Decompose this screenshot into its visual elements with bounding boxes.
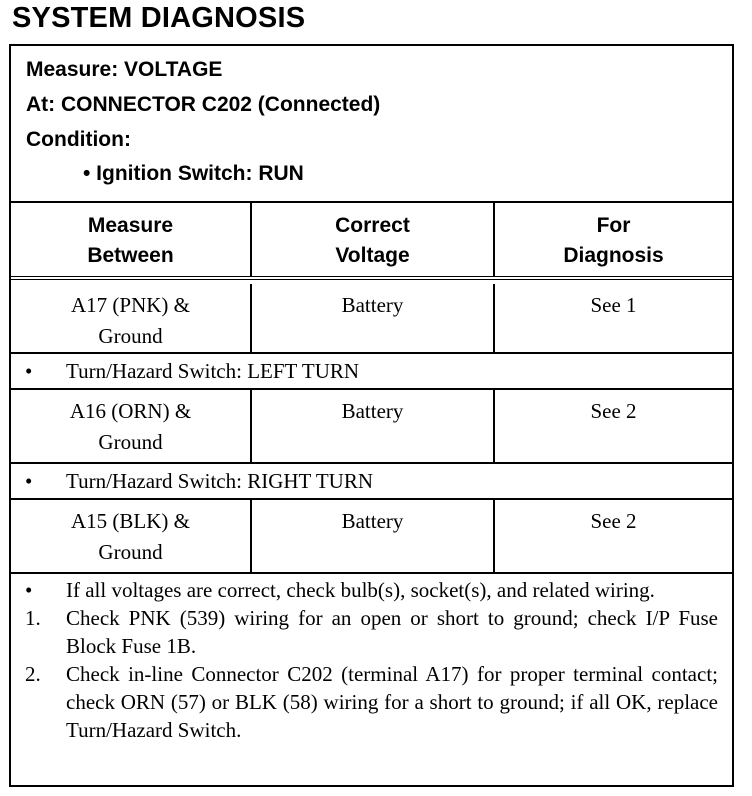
diagnosis-cell: See 2 (590, 399, 637, 423)
conditions-section (11, 46, 732, 203)
table-row (11, 284, 732, 354)
voltage-cell: Battery (252, 390, 495, 462)
diagnosis-cell: See 2 (590, 509, 637, 533)
note-text: Check in-line Connector C202 (terminal A17) for proper terminal contact; check ORN (57) or BLK (58) wiring for a short to ground; if all OK, replace Turn/Hazard Switch. (66, 662, 718, 742)
note-item (11, 604, 732, 660)
measure-between-cell: A16 (ORN) & Ground (11, 390, 252, 462)
table-row (11, 500, 732, 574)
table-header (11, 203, 732, 280)
note-marker: • (25, 578, 33, 602)
measure-between-cell: A15 (BLK) & Ground (11, 500, 252, 572)
note-item (11, 576, 732, 604)
measure-between-cell: A17 (PNK) & Ground (11, 284, 252, 352)
condition-label: Condition: (26, 128, 131, 151)
notes-section (11, 576, 732, 744)
diagnosis-box (9, 44, 734, 787)
note-marker: 2. (25, 662, 41, 686)
table-row (11, 390, 732, 464)
bullet-marker: • (25, 359, 33, 383)
step-text: Turn/Hazard Switch: LEFT TURN (66, 359, 360, 383)
header-for-diagnosis: For Diagnosis (563, 213, 664, 267)
note-text: Check PNK (539) wiring for an open or short to ground; check I/P Fuse Block Fuse 1B. (66, 606, 718, 658)
voltage-cell: Battery (252, 284, 495, 352)
note-marker: 1. (25, 606, 41, 630)
page-title: SYSTEM DIAGNOSIS (12, 2, 306, 34)
at-line: At: CONNECTOR C202 (Connected) (26, 93, 381, 116)
voltage-cell: Battery (252, 500, 495, 572)
condition-item: • Ignition Switch: RUN (83, 162, 304, 185)
measure-line: Measure: VOLTAGE (26, 58, 223, 81)
header-correct-voltage: Correct Voltage (252, 203, 495, 276)
step-text: Turn/Hazard Switch: RIGHT TURN (66, 469, 374, 493)
diagnosis-cell: See 1 (590, 293, 637, 317)
bullet-marker: • (25, 469, 33, 493)
note-text: If all voltages are correct, check bulb(s), socket(s), and related wiring. (66, 578, 655, 602)
step-row-right-turn (11, 464, 732, 500)
note-item (11, 660, 732, 744)
header-measure-between: Measure Between (11, 203, 252, 276)
step-row-left-turn (11, 354, 732, 390)
